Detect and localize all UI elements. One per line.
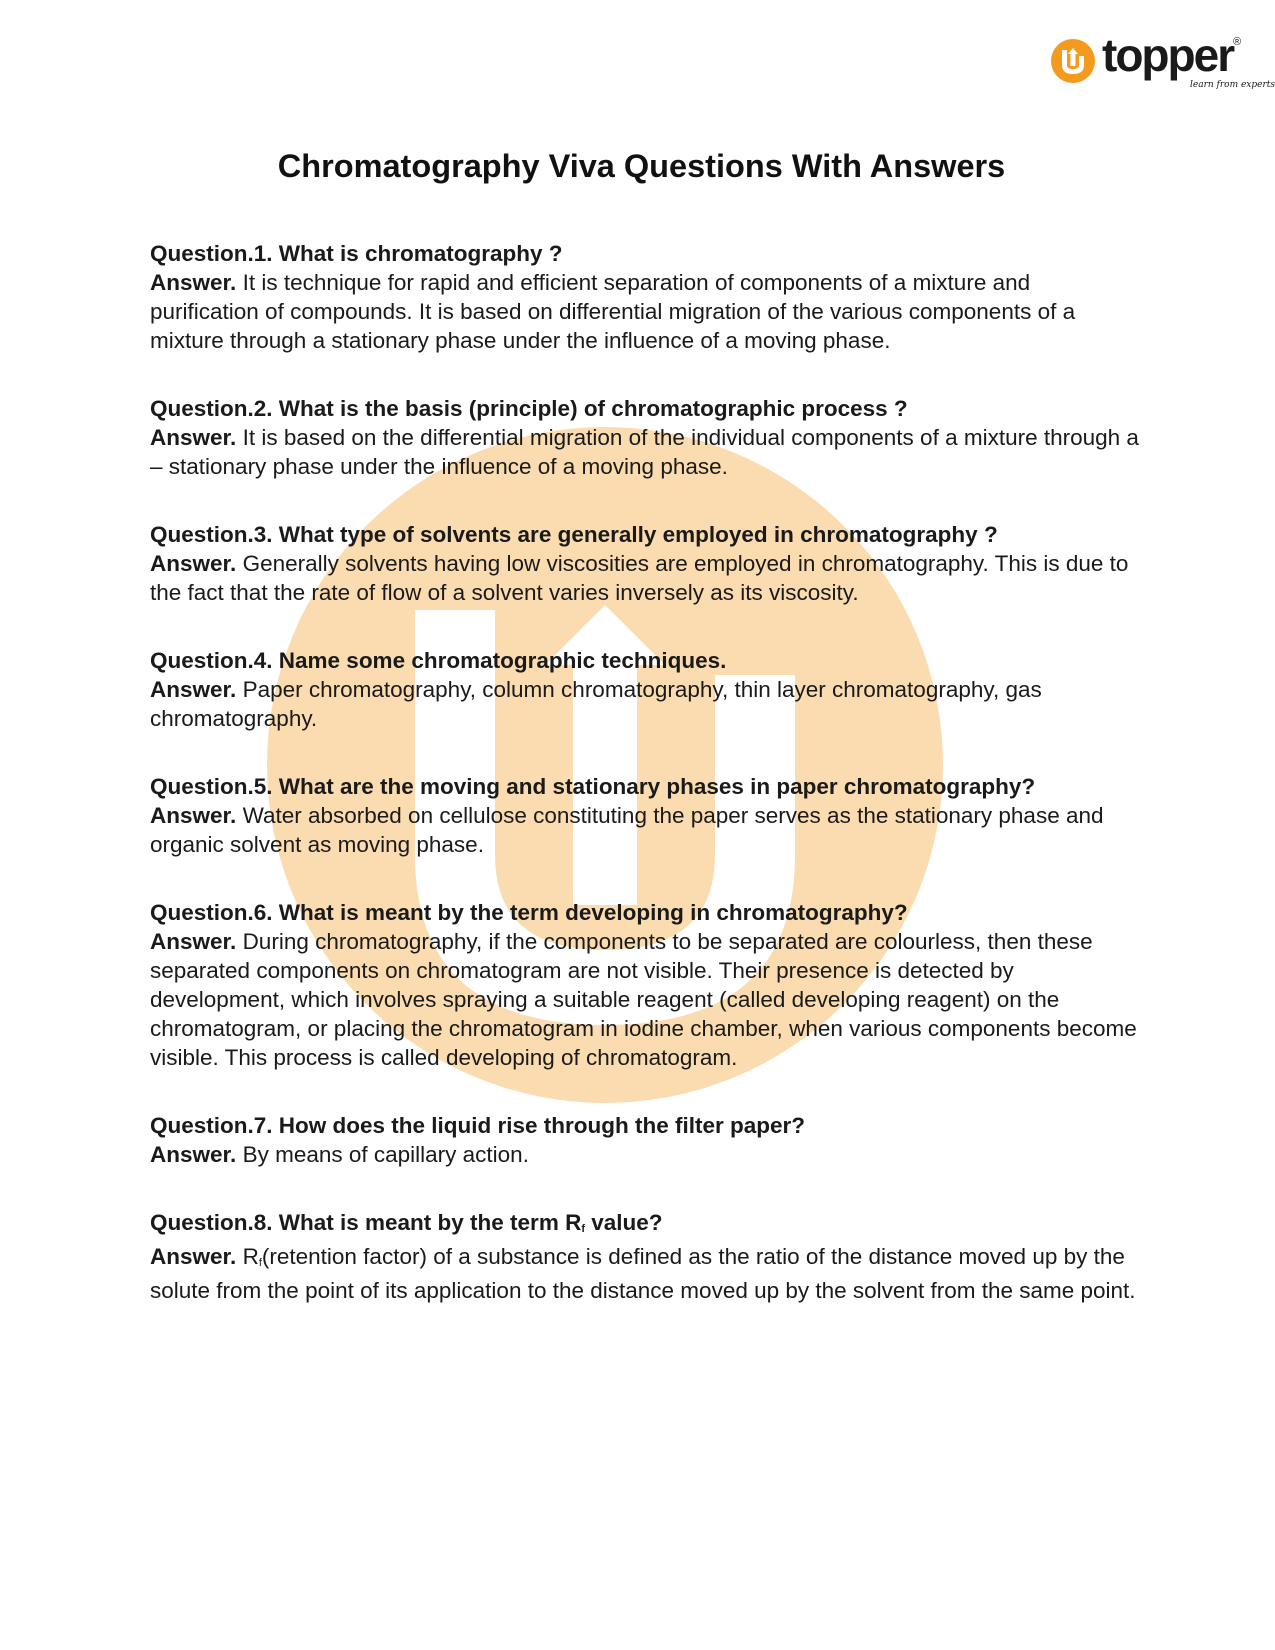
document-body (150, 140, 1140, 1344)
answer-text: (retention factor) of a substance is defined as the ratio of the distance moved up by the solute from the point of its application to the distance moved up by the solvent from the same point. (150, 1244, 1136, 1303)
question-prefix: Question.8. What is meant by the term R (150, 1210, 582, 1235)
page-title: Chromatography Viva Questions With Answers (277, 148, 1006, 184)
rf-subscript: f (258, 1257, 262, 1269)
answer-text: It is based on the differential migration of the individual components of a mixture through a – stationary phase under the influence of a moving phase. (150, 425, 1139, 479)
logo-wordmark: topper (1102, 29, 1234, 81)
answer-text: By means of capillary action. (242, 1142, 529, 1167)
topper-logo-icon (1050, 38, 1096, 84)
answer-label: Answer. (150, 1142, 237, 1167)
answer-paragraph (150, 268, 1140, 355)
answer-label: Answer. (150, 1244, 237, 1269)
question-text: Question.5. What are the moving and stationary phases in paper chromatography? (150, 774, 1036, 799)
qa-item-8 (150, 1208, 1140, 1305)
registered-mark: ® (1233, 36, 1242, 48)
answer-label: Answer. (150, 551, 237, 576)
answer-paragraph (150, 1140, 1140, 1169)
answer-paragraph (150, 801, 1140, 859)
answer-text: Generally solvents having low viscosities are employed in chromatography. This is due to the fact that the rate of flow of a solvent varies inversely as its viscosity. (150, 551, 1129, 605)
qa-item-6 (150, 898, 1140, 1072)
question-text (150, 1208, 1140, 1242)
answer-paragraph (150, 675, 1140, 733)
answer-paragraph (150, 549, 1140, 607)
question-text: Question.6. What is meant by the term developing in chromatography? (150, 900, 908, 925)
rf-subscript: f (581, 1223, 585, 1235)
question-text: Question.2. What is the basis (principle) of chromatographic process ? (150, 396, 908, 421)
qa-item-5 (150, 772, 1140, 859)
qa-item-3 (150, 520, 1140, 607)
question-text: Question.7. How does the liquid rise through the filter paper? (150, 1113, 806, 1138)
qa-item-7 (150, 1111, 1140, 1169)
topper-logo (1050, 29, 1275, 96)
answer-text: Paper chromatography, column chromatography, thin layer chromatography, gas chromatography. (150, 677, 1042, 731)
answer-text: It is technique for rapid and efficient separation of components of a mixture and purification of compounds. It is based on differential migration of the various components of a mixture through a stationary phase under the influence of a moving phase. (150, 270, 1076, 353)
answer-text: During chromatography, if the components to be separated are colourless, then these separated components on chromatogram are not visible. Their presence is detected by development, which involves spraying a suitable reagent (called developing reagent) on the chromatogram, or placing the chromatogram in iodine chamber, when various components become visible. This process is called developing of chromatogram. (150, 929, 1137, 1070)
answer-label: Answer. (150, 270, 237, 295)
answer-paragraph (150, 423, 1140, 481)
answer-paragraph (150, 927, 1140, 1072)
question-text: Question.3. What type of solvents are generally employed in chromatography ? (150, 522, 998, 547)
logo-tagline: learn from experts (1190, 80, 1275, 90)
answer-text: Water absorbed on cellulose constituting the paper serves as the stationary phase and organic solvent as moving phase. (150, 803, 1104, 857)
question-text: Question.4. Name some chromatographic techniques. (150, 648, 727, 673)
answer-label: Answer. (150, 677, 237, 702)
question-suffix: value? (585, 1210, 663, 1235)
question-text: Question.1. What is chromatography ? (150, 241, 563, 266)
qa-item-4 (150, 646, 1140, 733)
answer-prefix: R (242, 1244, 259, 1269)
qa-item-2 (150, 394, 1140, 481)
answer-paragraph (150, 1242, 1140, 1305)
answer-label: Answer. (150, 929, 237, 954)
qa-item-1 (150, 239, 1140, 355)
answer-label: Answer. (150, 803, 237, 828)
answer-label: Answer. (150, 425, 237, 450)
